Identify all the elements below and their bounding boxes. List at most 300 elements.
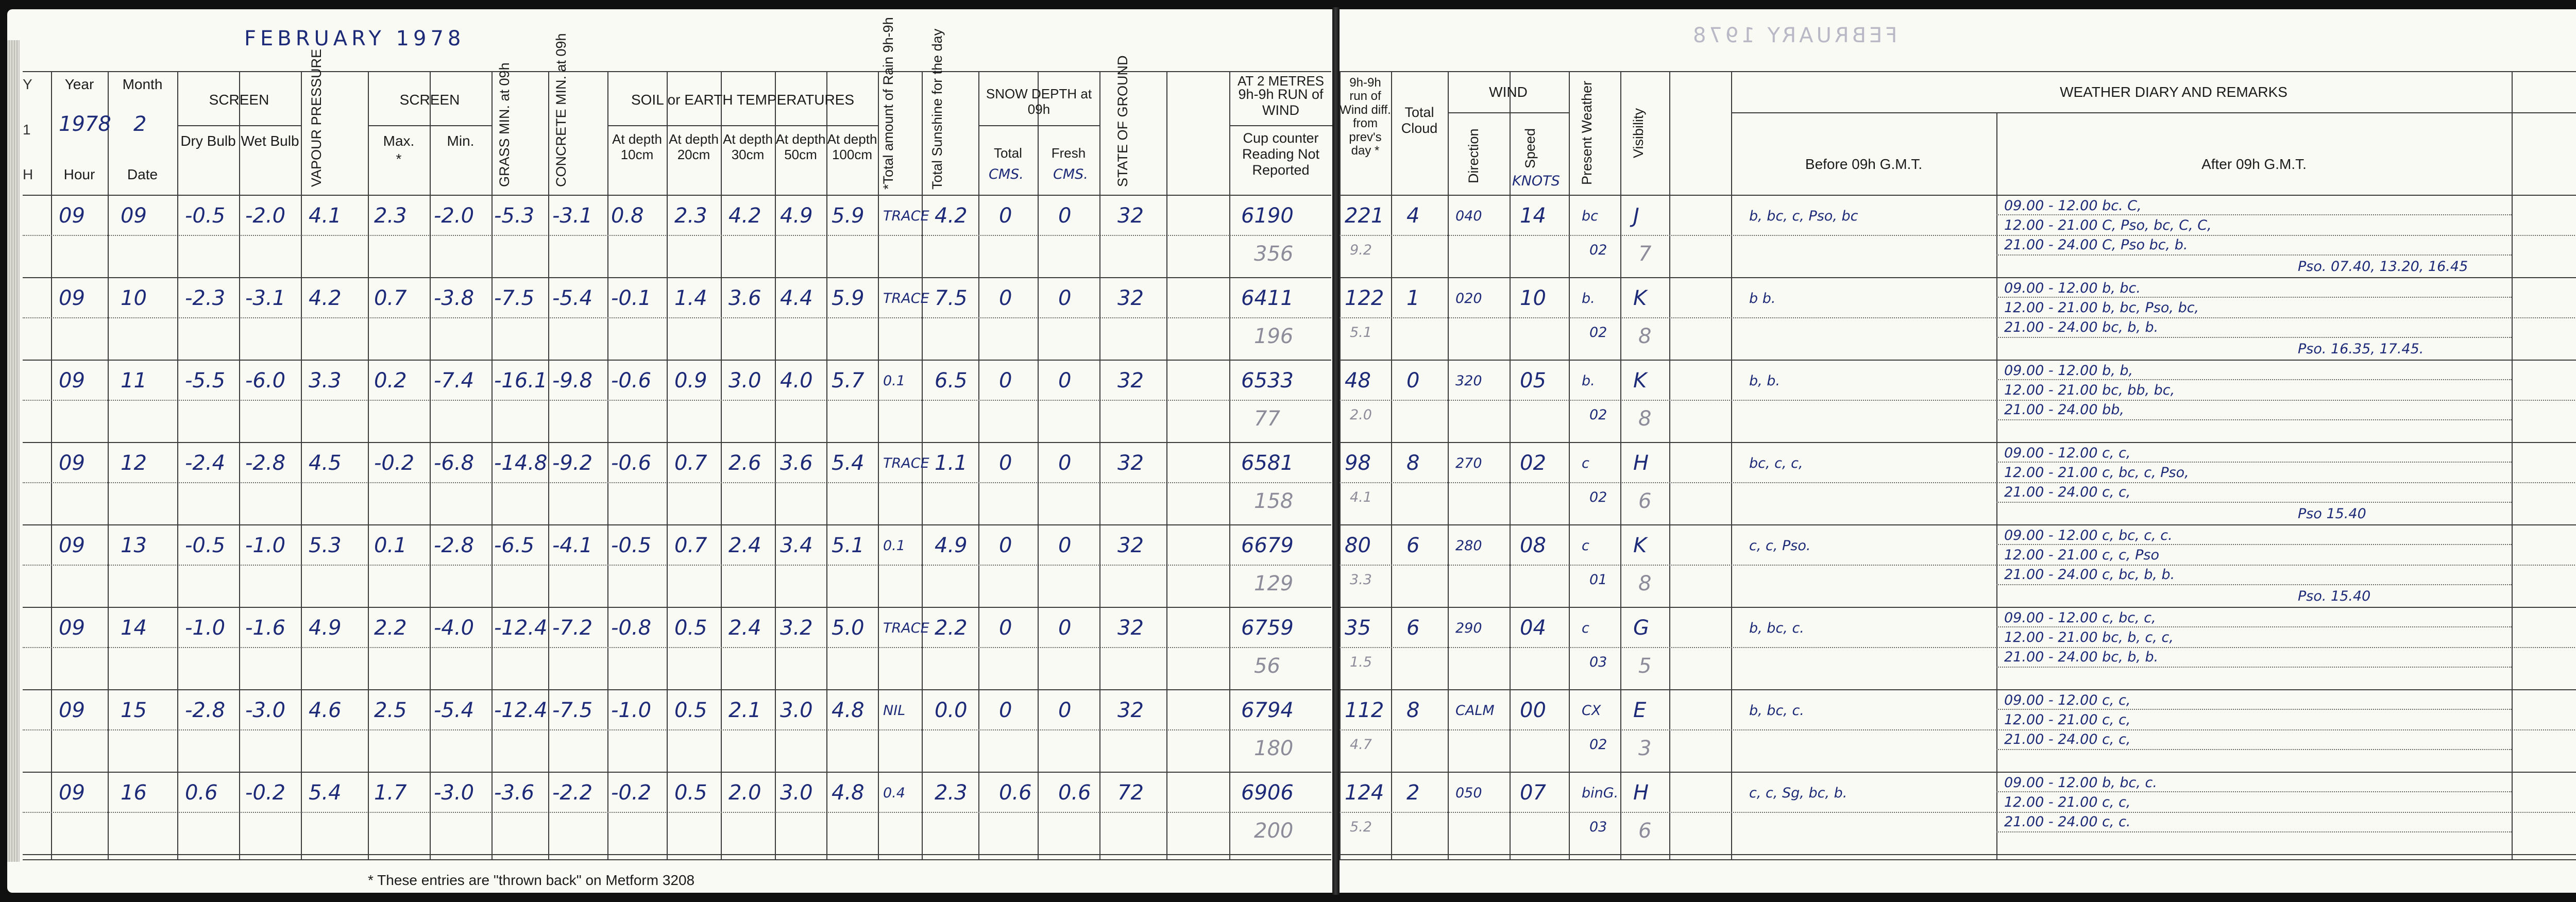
row-diary-after-line: 21.00 - 24.00 bc, b, b.: [2004, 649, 2159, 665]
row-wind-speed: 05: [1520, 369, 1546, 393]
dotted-row-rule: [1996, 749, 2512, 750]
row-depth100: 5.4: [832, 451, 865, 475]
row-depth30: 3.0: [728, 369, 761, 393]
row-diary-after-line: 12.00 - 21.00 c, c, Pso: [2004, 547, 2159, 563]
row-snow-fresh: 0: [1058, 699, 1072, 722]
row-visibility-secondary: 5: [1638, 654, 1652, 678]
row-wind-speed: 14: [1520, 204, 1546, 228]
row-depth100: 4.8: [832, 781, 865, 805]
wind-run-note: AT 2 METRES: [1237, 73, 1325, 89]
diary-header: WEATHER DIARY AND REMARKS: [2060, 84, 2287, 100]
row-depth20: 1.4: [674, 286, 707, 310]
row-present-weather-secondary: 03: [1589, 819, 1607, 835]
row-depth100: 5.7: [832, 369, 865, 393]
row-wind-diff-secondary: 2.0: [1350, 407, 1372, 423]
row-visibility: K: [1633, 534, 1647, 557]
row-depth50: 3.0: [780, 781, 813, 805]
date-header: Date: [127, 166, 158, 182]
row-wet-bulb: -2.0: [245, 204, 286, 228]
row-cup-run: 356: [1254, 242, 1294, 266]
dotted-row-rule: [1996, 379, 2512, 380]
dotted-row-rule: [1996, 544, 2512, 545]
row-sunshine: 7.5: [935, 286, 968, 310]
row-wind-diff: 122: [1345, 286, 1384, 310]
row-date: 09: [121, 204, 147, 228]
row-wind-speed: 07: [1520, 781, 1546, 805]
dotted-row-rule: [23, 729, 1331, 730]
row-diary-before: b, b.: [1749, 373, 1781, 389]
dotted-row-rule: [1340, 812, 2576, 813]
row-min: -5.4: [434, 699, 474, 722]
row-present-weather: b.: [1582, 291, 1595, 307]
row-depth10: -1.0: [611, 699, 652, 722]
row-wind-diff-secondary: 3.3: [1350, 572, 1372, 588]
row-hour: 09: [59, 699, 85, 722]
row-rule: [1340, 689, 2576, 690]
depth30-header: At depth 30cm: [723, 131, 773, 162]
row-diary-remark: Pso. 16.35, 17.45.: [2298, 341, 2424, 357]
row-state-ground: 32: [1117, 451, 1144, 475]
row-visibility: K: [1633, 286, 1647, 310]
row-wind-diff: 221: [1345, 204, 1384, 228]
row-sunshine: 1.1: [935, 451, 968, 475]
row-cup-counter: 6581: [1241, 451, 1294, 475]
row-wind-diff: 98: [1345, 451, 1371, 475]
depth50-header: At depth 50cm: [775, 131, 826, 162]
row-diary-after-line: 09.00 - 12.00 b, bc.: [2004, 280, 2141, 296]
max-header: Max.: [383, 133, 415, 149]
state-ground-header: STATE OF GROUND: [1115, 55, 1130, 187]
hour-header: Hour: [63, 166, 95, 182]
row-rain: TRACE: [883, 455, 929, 471]
row-snow-total: 0: [999, 616, 1012, 640]
row-diary-after-line: 12.00 - 21.00 c, c,: [2004, 712, 2131, 728]
row-max: 1.7: [374, 781, 407, 805]
row-depth20: 0.5: [674, 781, 707, 805]
dotted-row-rule: [1996, 254, 2512, 256]
row-rule: [1340, 71, 2576, 72]
row-diary-before: c, c, Pso.: [1749, 538, 1811, 554]
row-diary-before: b, bc, c.: [1749, 703, 1804, 719]
row-cup-run: 77: [1254, 407, 1280, 431]
row-rule: [1340, 854, 2576, 855]
row-vapour-pressure: 5.4: [309, 781, 342, 805]
before-header: Before 09h G.M.T.: [1805, 156, 1923, 172]
row-hour: 09: [59, 369, 85, 393]
row-present-weather: binG.: [1582, 785, 1619, 801]
row-rule: [1340, 772, 2576, 773]
row-depth10: -0.6: [611, 369, 652, 393]
row-grass-min: -3.6: [494, 781, 535, 805]
row-rule: [978, 125, 1099, 126]
row-diary-before: b, bc, c.: [1749, 620, 1804, 636]
row-snow-fresh: 0: [1058, 451, 1072, 475]
row-wind-direction: 320: [1455, 373, 1482, 389]
row-max: 2.3: [374, 204, 407, 228]
row-rule: [1340, 195, 2576, 196]
row-wind-direction: 270: [1455, 455, 1482, 471]
row-date: 11: [121, 369, 147, 393]
row-present-weather: bc: [1582, 208, 1598, 224]
row-min: -3.0: [434, 781, 474, 805]
row-visibility-secondary: 6: [1638, 819, 1652, 843]
dotted-row-rule: [23, 565, 1331, 566]
row-total-cloud: 4: [1406, 204, 1420, 228]
screen-header: SCREEN: [209, 92, 269, 108]
column-rule: [1166, 71, 1167, 859]
row-sunshine: 4.9: [935, 534, 968, 557]
row-diary-after-line: 09.00 - 12.00 b, bc, c.: [2004, 775, 2157, 791]
row-depth20: 0.5: [674, 699, 707, 722]
column-rule: [1099, 71, 1100, 859]
row-hour: 09: [59, 534, 85, 557]
column-rule: [1391, 71, 1392, 859]
row-min: -6.8: [434, 451, 474, 475]
row-state-ground: 32: [1117, 534, 1144, 557]
row-wind-direction: 290: [1455, 620, 1482, 636]
dotted-row-rule: [23, 812, 1331, 813]
row-diary-after-line: 21.00 - 24.00 c, c,: [2004, 731, 2131, 747]
column-rule: [607, 71, 608, 859]
row-total-cloud: 0: [1406, 369, 1420, 393]
row-grass-min: -6.5: [494, 534, 535, 557]
row-concrete-min: -3.1: [552, 204, 593, 228]
row-depth30: 4.2: [728, 204, 761, 228]
grass-min-header: GRASS MIN. at 09h: [497, 62, 512, 187]
visibility-header: Visibility: [1631, 108, 1646, 158]
row-wind-diff-secondary: 1.5: [1350, 654, 1372, 670]
row-wind-diff: 124: [1345, 781, 1384, 805]
row-depth50: 4.0: [780, 369, 813, 393]
max-mark: *: [396, 151, 402, 167]
direction-header: Direction: [1466, 128, 1481, 184]
row-max: -0.2: [374, 451, 415, 475]
depth100-header: At depth 100cm: [827, 131, 877, 162]
row-depth30: 3.6: [728, 286, 761, 310]
row-cup-run: 200: [1254, 819, 1294, 843]
row-diary-after-line: 21.00 - 24.00 c, c.: [2004, 814, 2131, 830]
row-wind-diff-secondary: 4.7: [1350, 737, 1372, 753]
row-present-weather: c: [1582, 620, 1589, 636]
row-hour: 09: [59, 286, 85, 310]
row-depth10: -0.5: [611, 534, 652, 557]
row-rain: TRACE: [883, 620, 929, 636]
row-depth30: 2.0: [728, 781, 761, 805]
column-rule: [1731, 71, 1732, 859]
stub-1: 1: [23, 122, 31, 138]
depth20-header: At depth 20cm: [669, 131, 719, 162]
row-depth50: 4.9: [780, 204, 813, 228]
row-diary-before: b, bc, c, Pso, bc: [1749, 208, 1858, 224]
dotted-row-rule: [23, 235, 1331, 236]
row-depth30: 2.4: [728, 616, 761, 640]
after-header: After 09h G.M.T.: [2201, 156, 2307, 172]
column-rule: [1448, 71, 1449, 859]
dotted-row-rule: [1996, 419, 2512, 420]
wet-bulb-header: Wet Bulb: [241, 133, 299, 149]
row-depth10: -0.6: [611, 451, 652, 475]
row-grass-min: -16.1: [494, 369, 548, 393]
row-rule: [1340, 360, 2576, 361]
row-wet-bulb: -2.8: [245, 451, 286, 475]
row-dry-bulb: -0.5: [185, 534, 226, 557]
row-depth30: 2.6: [728, 451, 761, 475]
dotted-row-rule: [1996, 502, 2512, 503]
row-min: -2.8: [434, 534, 474, 557]
row-rule: [368, 125, 492, 126]
row-diary-remark: Pso 15.40: [2298, 506, 2366, 522]
footnote: * These entries are "thrown back" on Metform 3208: [368, 872, 695, 888]
row-depth10: -0.2: [611, 781, 652, 805]
snow-total-header: Total: [994, 145, 1022, 161]
row-depth50: 3.2: [780, 616, 813, 640]
row-hour: 09: [59, 781, 85, 805]
row-total-cloud: 6: [1406, 616, 1420, 640]
snow-unit-total: CMS.: [989, 166, 1024, 182]
dotted-row-rule: [1996, 626, 2512, 627]
row-grass-min: -7.5: [494, 286, 535, 310]
soil-header: SOIL or EARTH TEMPERATURES: [631, 92, 855, 108]
row-rule: [23, 772, 1331, 773]
row-max: 0.7: [374, 286, 407, 310]
row-grass-min: -12.4: [494, 699, 548, 722]
dotted-row-rule: [23, 647, 1331, 648]
row-cup-counter: 6533: [1241, 369, 1294, 393]
row-diary-after-line: 21.00 - 24.00 C, Pso bc, b.: [2004, 237, 2188, 253]
row-depth20: 0.7: [674, 534, 707, 557]
wind-header: WIND: [1489, 84, 1528, 100]
row-dry-bulb: -5.5: [185, 369, 226, 393]
row-snow-fresh: 0: [1058, 616, 1072, 640]
column-rule: [239, 71, 240, 859]
column-rule: [978, 71, 979, 859]
cup-counter-header: Cup counter Reading Not Reported: [1242, 130, 1320, 178]
row-diary-after-line: 09.00 - 12.00 c, c,: [2004, 692, 2131, 708]
column-rule: [108, 71, 109, 859]
row-diary-after-line: 21.00 - 24.00 c, bc, b, b.: [2004, 567, 2175, 583]
column-rule: [492, 71, 493, 859]
row-total-cloud: 8: [1406, 699, 1420, 722]
row-min: -2.0: [434, 204, 474, 228]
column-rule: [1569, 71, 1570, 859]
row-rain: 0.4: [883, 785, 905, 801]
column-rule: [1510, 71, 1511, 859]
dotted-row-rule: [23, 400, 1331, 401]
row-rule: [1731, 112, 2576, 113]
dotted-row-rule: [1340, 235, 2576, 236]
row-diary-after-line: 09.00 - 12.00 c, bc, c,: [2004, 610, 2156, 626]
row-dry-bulb: -0.5: [185, 204, 226, 228]
row-rule: [23, 854, 1331, 855]
row-rule: [1448, 112, 1569, 113]
row-present-weather-secondary: 02: [1589, 407, 1607, 423]
row-wet-bulb: -3.1: [245, 286, 286, 310]
row-rule: [23, 524, 1331, 525]
row-hour: 09: [59, 204, 85, 228]
row-concrete-min: -7.5: [552, 699, 593, 722]
row-dry-bulb: -1.0: [185, 616, 226, 640]
row-visibility-secondary: 8: [1638, 407, 1652, 431]
row-depth100: 5.9: [832, 286, 865, 310]
row-wind-diff-secondary: 4.1: [1350, 489, 1372, 505]
row-concrete-min: -9.8: [552, 369, 593, 393]
row-wet-bulb: -1.0: [245, 534, 286, 557]
right-page: [1340, 9, 2576, 893]
row-cup-counter: 6411: [1241, 286, 1294, 310]
dotted-row-rule: [1340, 647, 2576, 648]
row-date: 14: [121, 616, 147, 640]
min-header: Min.: [447, 133, 474, 149]
row-state-ground: 32: [1117, 699, 1144, 722]
row-diary-after-line: 21.00 - 24.00 bb,: [2004, 402, 2124, 418]
row-cup-counter: 6906: [1241, 781, 1294, 805]
page-title: FEBRUARY 1978: [244, 27, 465, 50]
row-rule: [23, 195, 1331, 196]
row-date: 12: [121, 451, 147, 475]
row-visibility: H: [1633, 781, 1649, 805]
row-hour: 09: [59, 451, 85, 475]
row-state-ground: 32: [1117, 204, 1144, 228]
row-diary-after-line: 09.00 - 12.00 b, b,: [2004, 363, 2133, 379]
row-diary-after-line: 21.00 - 24.00 c, c,: [2004, 484, 2131, 500]
dotted-row-rule: [1340, 729, 2576, 730]
row-diary-after-line: 21.00 - 24.00 bc, b, b.: [2004, 319, 2159, 335]
row-max: 0.1: [374, 534, 407, 557]
row-state-ground: 32: [1117, 286, 1144, 310]
row-rain: 0.1: [883, 538, 905, 554]
row-present-weather-secondary: 02: [1589, 489, 1607, 505]
row-concrete-min: -2.2: [552, 781, 593, 805]
column-rule: [1038, 71, 1039, 859]
row-depth50: 3.4: [780, 534, 813, 557]
row-sunshine: 2.3: [935, 781, 968, 805]
stub-h: H: [23, 166, 33, 182]
show-through-title: FEBRUARY 1978: [1690, 24, 1897, 47]
row-wet-bulb: -0.2: [245, 781, 286, 805]
row-concrete-min: -5.4: [552, 286, 593, 310]
column-rule: [1229, 71, 1230, 859]
page-edge: [7, 40, 20, 862]
row-min: -7.4: [434, 369, 474, 393]
row-visibility-secondary: 6: [1638, 489, 1652, 513]
row-rule: [23, 360, 1331, 361]
dotted-row-rule: [1996, 214, 2512, 215]
row-max: 2.5: [374, 699, 407, 722]
row-rule: [177, 125, 301, 126]
rain-header: *Total amount of Rain 9h-9h: [880, 17, 896, 190]
row-cup-run: 196: [1254, 325, 1294, 348]
row-present-weather-secondary: 02: [1589, 325, 1607, 341]
row-wet-bulb: -3.0: [245, 699, 286, 722]
row-vapour-pressure: 4.9: [309, 616, 342, 640]
row-vapour-pressure: 3.3: [309, 369, 342, 393]
row-rule: [23, 689, 1331, 690]
dry-bulb-header: Dry Bulb: [180, 133, 236, 149]
row-sunshine: 4.2: [935, 204, 968, 228]
row-cup-counter: 6190: [1241, 204, 1294, 228]
row-concrete-min: -4.1: [552, 534, 593, 557]
row-total-cloud: 2: [1406, 781, 1420, 805]
row-depth20: 0.7: [674, 451, 707, 475]
row-depth50: 4.4: [780, 286, 813, 310]
row-max: 2.2: [374, 616, 407, 640]
row-rule: [1340, 607, 2576, 608]
speed-header: Speed: [1522, 128, 1538, 169]
row-visibility: H: [1633, 451, 1649, 475]
row-visibility: E: [1633, 699, 1647, 722]
row-depth100: 5.1: [832, 534, 865, 557]
row-date: 13: [121, 534, 147, 557]
row-depth50: 3.0: [780, 699, 813, 722]
row-depth100: 5.9: [832, 204, 865, 228]
row-diary-remark: Pso. 15.40: [2298, 588, 2371, 604]
row-wet-bulb: -6.0: [245, 369, 286, 393]
column-rule: [667, 71, 668, 859]
row-wind-direction: CALM: [1455, 703, 1495, 719]
snow-header: SNOW DEPTH at 09h: [986, 86, 1092, 117]
row-rule: [23, 277, 1331, 278]
row-snow-total: 0: [999, 286, 1012, 310]
column-rule: [1669, 71, 1670, 859]
row-wind-diff-secondary: 9.2: [1350, 242, 1372, 258]
wind-diff-header: 9h-9h run of Wind diff. from prev's day *: [1340, 76, 1391, 158]
row-snow-total: 0: [999, 699, 1012, 722]
row-rule: [23, 71, 1331, 72]
row-rain: TRACE: [883, 208, 929, 224]
column-rule: [826, 71, 827, 859]
row-snow-fresh: 0: [1058, 286, 1072, 310]
row-rule: [1340, 442, 2576, 443]
row-max: 0.2: [374, 369, 407, 393]
row-rule: [607, 125, 878, 126]
column-rule: [430, 71, 431, 859]
row-wet-bulb: -1.6: [245, 616, 286, 640]
row-wind-direction: 050: [1455, 785, 1482, 801]
row-depth100: 4.8: [832, 699, 865, 722]
row-wind-speed: 04: [1520, 616, 1546, 640]
row-present-weather: b.: [1582, 373, 1595, 389]
row-diary-after-line: 12.00 - 21.00 C, Pso, bc, C, C,: [2004, 217, 2212, 233]
row-present-weather-secondary: 01: [1589, 572, 1607, 588]
row-grass-min: -5.3: [494, 204, 535, 228]
row-visibility-secondary: 8: [1638, 325, 1652, 348]
row-snow-total: 0: [999, 451, 1012, 475]
dotted-row-rule: [1996, 831, 2512, 832]
row-wind-speed: 00: [1520, 699, 1546, 722]
row-state-ground: 72: [1117, 781, 1144, 805]
row-total-cloud: 1: [1406, 286, 1420, 310]
row-rule: [23, 859, 1331, 860]
row-depth20: 0.9: [674, 369, 707, 393]
row-present-weather-secondary: 02: [1589, 737, 1607, 753]
vapour-pressure-header: VAPOUR PRESSURE: [309, 48, 324, 187]
row-wind-diff-secondary: 5.1: [1350, 325, 1372, 341]
row-wind-diff: 35: [1345, 616, 1371, 640]
row-depth50: 3.6: [780, 451, 813, 475]
row-snow-fresh: 0: [1058, 534, 1072, 557]
row-snow-total: 0: [999, 204, 1012, 228]
concrete-min-header: CONCRETE MIN. at 09h: [553, 33, 569, 187]
row-wind-speed: 08: [1520, 534, 1546, 557]
row-diary-before: bc, c, c,: [1749, 455, 1803, 471]
column-rule: [721, 71, 722, 859]
row-vapour-pressure: 4.5: [309, 451, 342, 475]
stub-y: Y: [23, 76, 32, 92]
dotted-row-rule: [1340, 565, 2576, 566]
row-present-weather-secondary: 03: [1589, 654, 1607, 670]
column-rule: [548, 71, 549, 859]
row-dry-bulb: -2.4: [185, 451, 226, 475]
